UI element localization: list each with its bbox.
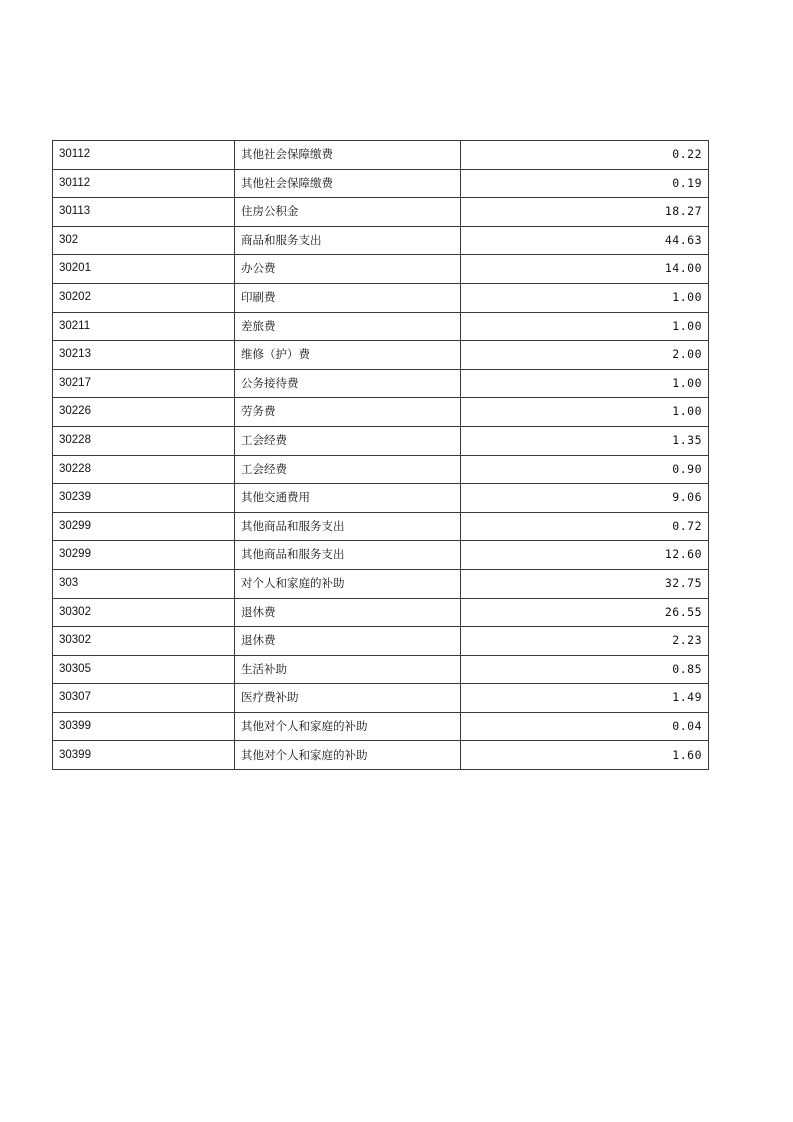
economic-classification-code: 30299 [53, 512, 235, 541]
expenditure-amount: 1.00 [461, 369, 709, 398]
economic-classification-code: 30213 [53, 341, 235, 370]
table-body [53, 141, 709, 770]
expenditure-item-name: 差旅费 [235, 312, 461, 341]
expenditure-amount: 26.55 [461, 598, 709, 627]
expenditure-item-name: 公务接待费 [235, 369, 461, 398]
economic-classification-code: 30302 [53, 627, 235, 656]
economic-classification-code: 302 [53, 226, 235, 255]
expenditure-amount: 2.23 [461, 627, 709, 656]
table-row [53, 712, 709, 741]
economic-classification-code: 30302 [53, 598, 235, 627]
expenditure-item-name: 其他社会保障缴费 [235, 169, 461, 198]
expenditure-item-name: 生活补助 [235, 655, 461, 684]
expenditure-item-name: 劳务费 [235, 398, 461, 427]
expenditure-amount: 0.90 [461, 455, 709, 484]
expenditure-amount: 18.27 [461, 198, 709, 227]
expenditure-item-name: 其他商品和服务支出 [235, 512, 461, 541]
expenditure-amount: 1.00 [461, 312, 709, 341]
table-row [53, 426, 709, 455]
table-row [53, 283, 709, 312]
economic-classification-code: 30211 [53, 312, 235, 341]
table-row [53, 655, 709, 684]
expenditure-amount: 0.85 [461, 655, 709, 684]
expenditure-item-name: 其他对个人和家庭的补助 [235, 712, 461, 741]
table-row [53, 484, 709, 513]
table-row [53, 226, 709, 255]
expenditure-amount: 0.72 [461, 512, 709, 541]
economic-classification-code: 30201 [53, 255, 235, 284]
expenditure-item-name: 对个人和家庭的补助 [235, 569, 461, 598]
table-row [53, 141, 709, 170]
expenditure-amount: 1.00 [461, 398, 709, 427]
expenditure-item-name: 退休费 [235, 598, 461, 627]
expenditure-amount: 0.04 [461, 712, 709, 741]
expenditure-amount: 1.60 [461, 741, 709, 770]
expenditure-amount: 2.00 [461, 341, 709, 370]
expenditure-item-name: 医疗费补助 [235, 684, 461, 713]
expenditure-item-name: 印刷费 [235, 283, 461, 312]
expenditure-item-name: 商品和服务支出 [235, 226, 461, 255]
economic-classification-code: 303 [53, 569, 235, 598]
expenditure-amount: 12.60 [461, 541, 709, 570]
economic-classification-code: 30226 [53, 398, 235, 427]
table-row [53, 627, 709, 656]
expenditure-amount: 1.00 [461, 283, 709, 312]
economic-classification-code: 30112 [53, 141, 235, 170]
expenditure-amount: 32.75 [461, 569, 709, 598]
expenditure-item-name: 住房公积金 [235, 198, 461, 227]
economic-classification-code: 30228 [53, 455, 235, 484]
economic-classification-code: 30112 [53, 169, 235, 198]
table-row [53, 598, 709, 627]
expenditure-amount: 0.22 [461, 141, 709, 170]
expenditure-item-name: 办公费 [235, 255, 461, 284]
economic-classification-code: 30239 [53, 484, 235, 513]
economic-classification-code: 30399 [53, 712, 235, 741]
economic-classification-code: 30113 [53, 198, 235, 227]
table-row [53, 369, 709, 398]
expenditure-amount: 14.00 [461, 255, 709, 284]
table-row [53, 541, 709, 570]
expenditure-item-name: 维修（护）费 [235, 341, 461, 370]
expenditure-table [52, 140, 709, 770]
table-row [53, 255, 709, 284]
table-row [53, 341, 709, 370]
economic-classification-code: 30305 [53, 655, 235, 684]
expenditure-amount: 1.49 [461, 684, 709, 713]
economic-classification-code: 30217 [53, 369, 235, 398]
table-row [53, 455, 709, 484]
expenditure-item-name: 其他社会保障缴费 [235, 141, 461, 170]
economic-classification-code: 30399 [53, 741, 235, 770]
table-row [53, 398, 709, 427]
expenditure-item-name: 其他商品和服务支出 [235, 541, 461, 570]
table-row [53, 569, 709, 598]
expenditure-table-page [52, 140, 708, 770]
economic-classification-code: 30307 [53, 684, 235, 713]
table-row [53, 312, 709, 341]
economic-classification-code: 30299 [53, 541, 235, 570]
expenditure-item-name: 退休费 [235, 627, 461, 656]
table-row [53, 741, 709, 770]
economic-classification-code: 30202 [53, 283, 235, 312]
economic-classification-code: 30228 [53, 426, 235, 455]
expenditure-amount: 9.06 [461, 484, 709, 513]
table-row [53, 198, 709, 227]
table-row [53, 169, 709, 198]
expenditure-item-name: 工会经费 [235, 455, 461, 484]
table-row [53, 684, 709, 713]
expenditure-item-name: 其他对个人和家庭的补助 [235, 741, 461, 770]
expenditure-amount: 0.19 [461, 169, 709, 198]
expenditure-item-name: 其他交通费用 [235, 484, 461, 513]
expenditure-amount: 1.35 [461, 426, 709, 455]
table-row [53, 512, 709, 541]
expenditure-item-name: 工会经费 [235, 426, 461, 455]
expenditure-amount: 44.63 [461, 226, 709, 255]
